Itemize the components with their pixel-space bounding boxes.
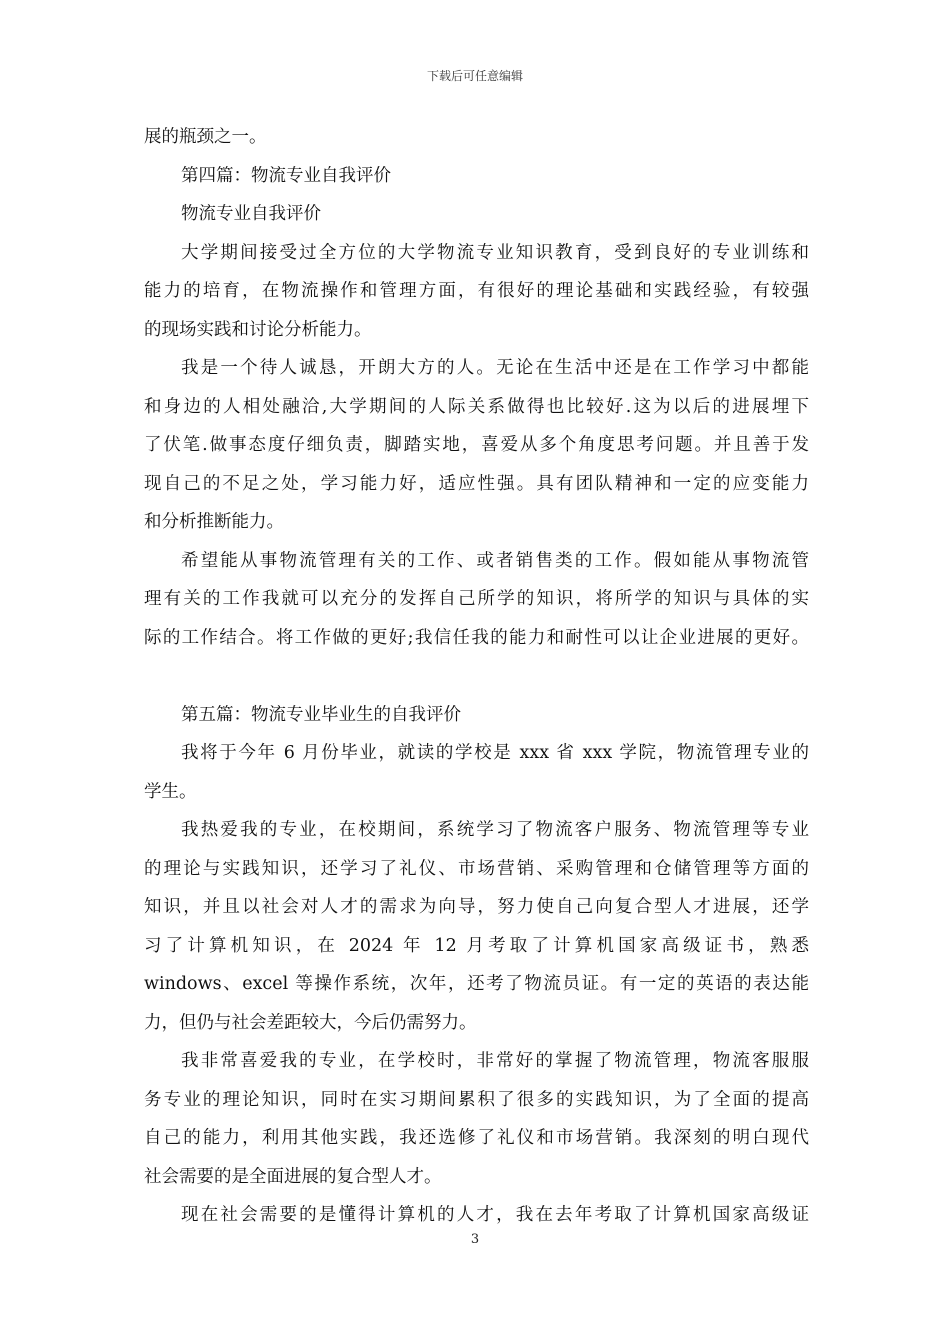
text-line: 大学期间接受过全方位的大学物流专业知识教育，受到良好的专业训练和 <box>181 242 809 263</box>
text-line: 际的工作结合。将工作做的更好;我信任我的能力和耐性可以让企业进展的更好。 <box>144 627 809 648</box>
text-line: 和身边的人相处融洽,大学期间的人际关系做得也比较好.这为以后的进展埋下 <box>144 396 809 417</box>
text-line: 学生。 <box>144 781 197 802</box>
text-line: 我是一个待人诚恳，开朗大方的人。无论在生活中还是在工作学习中都能 <box>181 358 809 378</box>
page-number: 3 <box>470 1232 480 1247</box>
text-line: 我将于今年 6 月份毕业，就读的学校是 xxx 省 xxx 学院，物流管理专业的 <box>181 743 809 763</box>
text-line: 知识，并且以社会对人才的需求为向导，努力使自己向复合型人才进展，还学 <box>144 897 809 917</box>
text-line: 社会需要的是全面进展的复合型人才。 <box>144 1166 442 1187</box>
text-line: 展的瓶颈之一。 <box>144 127 267 147</box>
text-line: 理有关的工作我就可以充分的发挥自己所学的知识，将所学的知识与具体的实 <box>144 589 809 609</box>
text-line: windows、excel 等操作系统，次年，还考了物流员证。有一定的英语的表达能 <box>144 974 809 994</box>
text-line: 的现场实践和讨论分析能力。 <box>144 319 372 340</box>
page-header: 下载后可任意编辑 <box>426 69 523 83</box>
text-line: 务专业的理论知识，同时在实习期间累积了很多的实践知识，为了全面的提高 <box>144 1089 809 1110</box>
text-line: 了伏笔.做事态度仔细负责，脚踏实地，喜爱从多个角度思考问题。并且善于发 <box>144 435 809 455</box>
document-body <box>144 118 809 1235</box>
paragraph-gap <box>144 657 809 696</box>
article-title: 物流专业自我评价 <box>181 204 321 224</box>
text-line: 自己的能力，利用其他实践，我还选修了礼仪和市场营销。我深刻的明白现代 <box>144 1128 809 1148</box>
text-line: 现自己的不足之处，学习能力好，适应性强。具有团队精神和一定的应变能力 <box>144 473 809 494</box>
text-line: 我热爱我的专业，在校期间，系统学习了物流客户服务、物流管理等专业 <box>181 820 809 840</box>
text-line: 能力的培育，在物流操作和管理方面，有很好的理论基础和实践经验，有较强 <box>144 281 809 301</box>
section-heading-4: 第四篇：物流专业自我评价 <box>181 165 391 186</box>
text-line: 的理论与实践知识，还学习了礼仪、市场营销、采购管理和仓储管理等方面的 <box>144 858 809 879</box>
text-line: 现在社会需要的是懂得计算机的人才，我在去年考取了计算机国家高级证 <box>181 1205 809 1225</box>
text-line: 希望能从事物流管理有关的工作、或者销售类的工作。假如能从事物流管 <box>181 550 809 571</box>
text-line: 我非常喜爱我的专业，在学校时，非常好的掌握了物流管理，物流客服服 <box>181 1051 809 1071</box>
text-line: 习了计算机知识，在 2024 年 12 月考取了计算机国家高级证书，熟悉 <box>144 935 809 956</box>
text-line: 和分析推断能力。 <box>144 512 284 532</box>
section-heading-5: 第五篇：物流专业毕业生的自我评价 <box>181 704 461 725</box>
text-line: 力，但仍与社会差距较大，今后仍需努力。 <box>144 1012 477 1033</box>
